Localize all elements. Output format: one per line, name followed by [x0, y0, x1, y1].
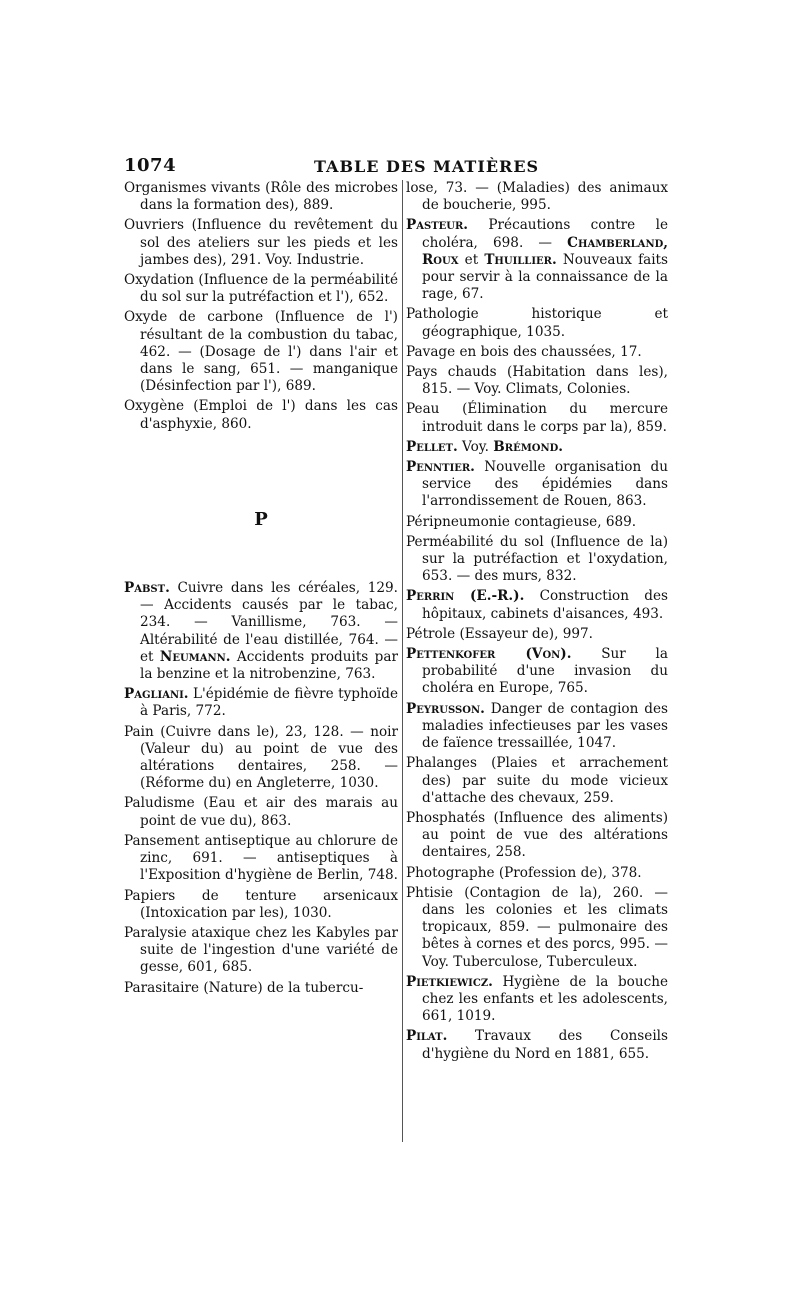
index-entry: Papiers de tenture arsenicaux (Intoxication par les), 1030.	[124, 887, 398, 921]
entry-text: Cuivre dans les céréales, 129. — Accidents causés par le tabac, 234. — Vanillisme, 763. — Altérabilité de l'eau distillée, 764. — et	[140, 580, 398, 665]
index-entry: Phalanges (Plaies et arrachement des) par suite du mode vicieux d'attache des chevaux, 259.	[406, 755, 668, 806]
index-entry	[124, 686, 398, 720]
column-divider	[402, 180, 403, 1142]
index-entry: Pansement antiseptique au chlorure de zinc, 691. — antiseptiques à l'Exposition d'hygiène de Berlin, 748.	[124, 832, 399, 884]
index-entry: Pavage en bois des chaussées, 17.	[406, 343, 642, 360]
index-entry: Phosphatés (Influence des aliments) au point de vue des altérations dentaires, 258.	[406, 809, 668, 861]
author-name: Pettenkofer (Von).	[406, 646, 572, 663]
index-entry	[406, 974, 668, 1026]
running-title: TABLE DES MATIÈRES	[314, 157, 540, 176]
index-entry: Pays chauds (Habitation dans les), 815. — Voy. Climats, Colonies.	[406, 364, 668, 398]
entry-text: Travaux des Conseils d'hygiène du Nord en 1881, 655.	[422, 1028, 668, 1062]
index-entry: Pathologie historique et géographique, 1035.	[406, 306, 668, 340]
page-header	[124, 155, 668, 177]
author-name: Pasteur.	[406, 217, 469, 234]
cross-reference: Brémond.	[493, 438, 564, 455]
index-entry: Péripneumonie contagieuse, 689.	[406, 513, 637, 530]
index-entry	[406, 459, 668, 511]
index-entry: Organismes vivants (Rôle des microbes dans la formation des), 889.	[124, 180, 398, 214]
author-name: Pabst.	[124, 580, 170, 597]
index-entry	[406, 588, 668, 622]
author-name: Pagliani.	[124, 686, 189, 703]
index-entry	[406, 439, 668, 456]
index-entry: Phtisie (Contagion de la), 260. — dans les colonies et les climats tropicaux, 859. — pulmonaire des bêtes à cornes et des porcs, 995. — Voy. Tuberculose, Tuberculeux.	[406, 884, 668, 970]
entry-text: Sur la probabilité d'une invasion du choléra en Europe, 765.	[422, 646, 668, 697]
entry-text: Nouvelle organisation du service des épidémies dans l'arrondissement de Rouen, 863.	[422, 459, 668, 510]
author-name: Pilat.	[406, 1028, 448, 1045]
index-entry	[406, 701, 668, 753]
author-name: Pietkiewicz.	[406, 973, 493, 990]
author-name: Peyrusson.	[406, 700, 485, 717]
index-entry: Oxydation (Influence de la perméabilité du sol sur la putréfaction et l'), 652.	[124, 272, 398, 306]
index-entry	[124, 580, 398, 683]
index-entry: Ouvriers (Influence du revêtement du sol des ateliers sur les pieds et les jambes des), 291. Voy. Industrie.	[124, 217, 398, 268]
index-entry: Pétrole (Essayeur de), 997.	[406, 625, 593, 642]
index-entry: Pain (Cuivre dans le), 23, 128. — noir (Valeur du) au point de vue des altérations dentaires, 258. — (Réforme du) en Angleterre, 1030.	[124, 723, 398, 792]
entry-text: Danger de contagion des maladies infectieuses par les vases de faïence tressaillée, 1047.	[422, 700, 668, 752]
author-name: Chamberland, Roux	[422, 234, 668, 268]
index-entry	[406, 646, 668, 698]
entry-text: Voy.	[457, 438, 494, 455]
entry-text: et	[458, 251, 485, 268]
entry-text: Hygiène de la bouche chez les enfants et les adolescents, 661, 1019.	[422, 973, 668, 1025]
index-entry: lose, 73. — (Maladies) des animaux de boucherie, 995.	[406, 180, 668, 214]
index-entry: Peau (Élimination du mercure introduit dans le corps par la), 859.	[406, 401, 668, 435]
entry-text: L'épidémie de fièvre typhoïde à Paris, 772.	[140, 686, 398, 720]
right-column	[406, 180, 668, 1066]
index-entry: Oxyde de carbone (Influence de l') résultant de la combustion du tabac, 462. — (Dosage de l') dans l'air et dans le sang, 651. — manganique (Désinfection par l'), 689.	[124, 309, 398, 395]
page-number: 1074	[124, 155, 177, 176]
author-name: Perrin (E.-R.).	[406, 588, 525, 605]
index-entry	[406, 217, 668, 303]
index-entry	[406, 1028, 668, 1062]
entry-text: Précautions contre le choléra, 698. —	[422, 217, 668, 251]
author-name: Thuillier.	[484, 251, 557, 268]
left-column	[124, 180, 398, 1000]
index-entry: Paludisme (Eau et air des marais au point de vue du), 863.	[124, 795, 398, 829]
author-name: Pellet.	[406, 438, 458, 455]
entry-text: Construction des hôpitaux, cabinets d'aisances, 493.	[422, 588, 668, 622]
author-name: Neumann.	[159, 648, 231, 665]
index-entry: Parasitaire (Nature) de la tubercu-	[124, 979, 364, 996]
entry-text: Accidents produits par la benzine et la nitrobenzine, 763.	[140, 648, 398, 683]
section-letter: P	[254, 508, 268, 530]
entry-text: Nouveaux faits pour servir à la connaissance de la rage, 67.	[422, 251, 668, 303]
index-entry: Perméabilité du sol (Influence de la) sur la putréfaction et l'oxydation, 653. — des murs, 832.	[406, 533, 668, 585]
index-entry: Photographe (Profession de), 378.	[406, 864, 642, 881]
index-entry: Oxygène (Emploi de l') dans les cas d'asphyxie, 860.	[124, 398, 398, 432]
index-entry: Paralysie ataxique chez les Kabyles par suite de l'ingestion d'une variété de gesse, 601, 685.	[124, 924, 398, 976]
author-name: Penntier.	[406, 459, 475, 476]
